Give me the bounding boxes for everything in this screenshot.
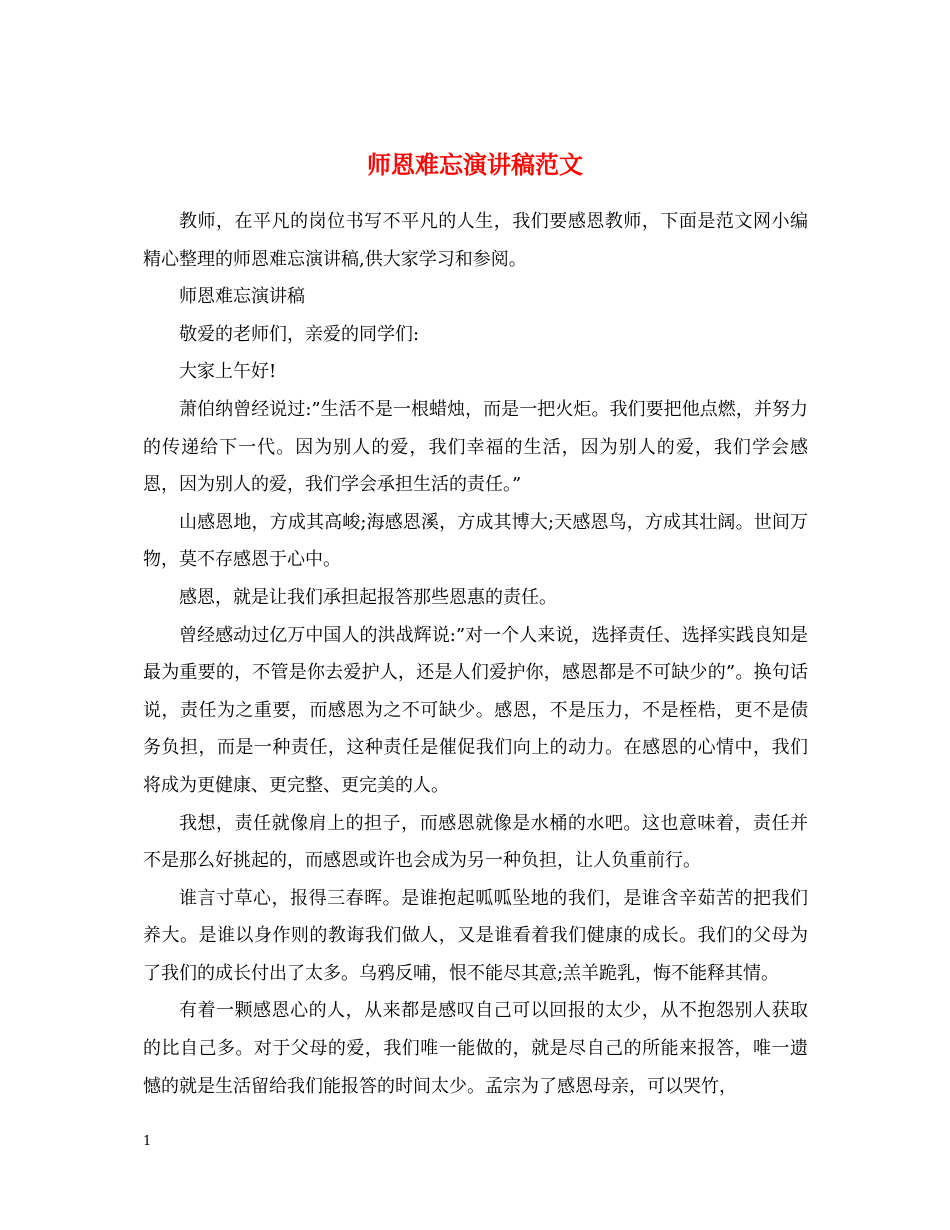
paragraph: 曾经感动过亿万中国人的洪战辉说:”对一个人来说，选择责任、选择实践良知是最为重要的，不管是你去爱护人，还是人们爱护你，感恩都是不可缺少的”。换句话说，责任为之重要，而感恩为之不可缺少。感恩，不是压力，不是桎梏，更不是债务负担，而是一种责任，这种责任是催促我们向上的动力。在感恩的心情中，我们将成为更健康、更完整、更完美的人。 (143, 624, 808, 796)
paragraph: 敬爱的老师们，亲爱的同学们: (179, 323, 420, 345)
page-number: 1 (143, 1134, 152, 1149)
document-body (143, 203, 808, 1105)
paragraph: 有着一颗感恩心的人，从来都是感叹自己可以回报的太少，从不抱怨别人获取的比自己多。对于父母的爱，我们唯一能做的，就是尽自己的所能来报答，唯一遗憾的就是生活留给我们能报答的时间太少。孟宗为了感恩母亲，可以哭竹， (143, 1000, 808, 1097)
paragraph: 谁言寸草心，报得三春晖。是谁抱起呱呱坠地的我们，是谁含辛茹苦的把我们养大。是谁以身作则的教诲我们做人，又是谁看着我们健康的成长。我们的父母为了我们的成长付出了太多。乌鸦反哺，恨不能尽其意;羔羊跪乳，悔不能释其情。 (143, 887, 808, 984)
paragraph: 教师，在平凡的岗位书写不平凡的人生，我们要感恩教师，下面是范文网小编精心整理的师恩难忘演讲稿,供大家学习和参阅。 (143, 211, 808, 270)
paragraph: 大家上午好! (179, 361, 277, 383)
document-title: 师恩难忘演讲稿范文 (367, 150, 583, 180)
paragraph: 我想，责任就像肩上的担子，而感恩就像是水桶的水吧。这也意味着，责任并不是那么好挑起的，而感恩或许也会成为另一种负担，让人负重前行。 (143, 812, 808, 872)
paragraph: 感恩，就是让我们承担起报答那些恩惠的责任。 (179, 586, 557, 608)
paragraph: 萧伯纳曾经说过:”生活不是一根蜡烛，而是一把火炬。我们要把他点燃，并努力的传递给下一代。因为别人的爱，我们幸福的生活，因为别人的爱，我们学会感恩，因为别人的爱，我们学会承担生活的责任。” (143, 398, 808, 496)
paragraph: 山感恩地，方成其高峻;海感恩溪，方成其博大;天感恩鸟，方成其壮阔。世间万物，莫不存感恩于心中。 (143, 511, 808, 571)
paragraph: 师恩难忘演讲稿 (179, 286, 305, 308)
